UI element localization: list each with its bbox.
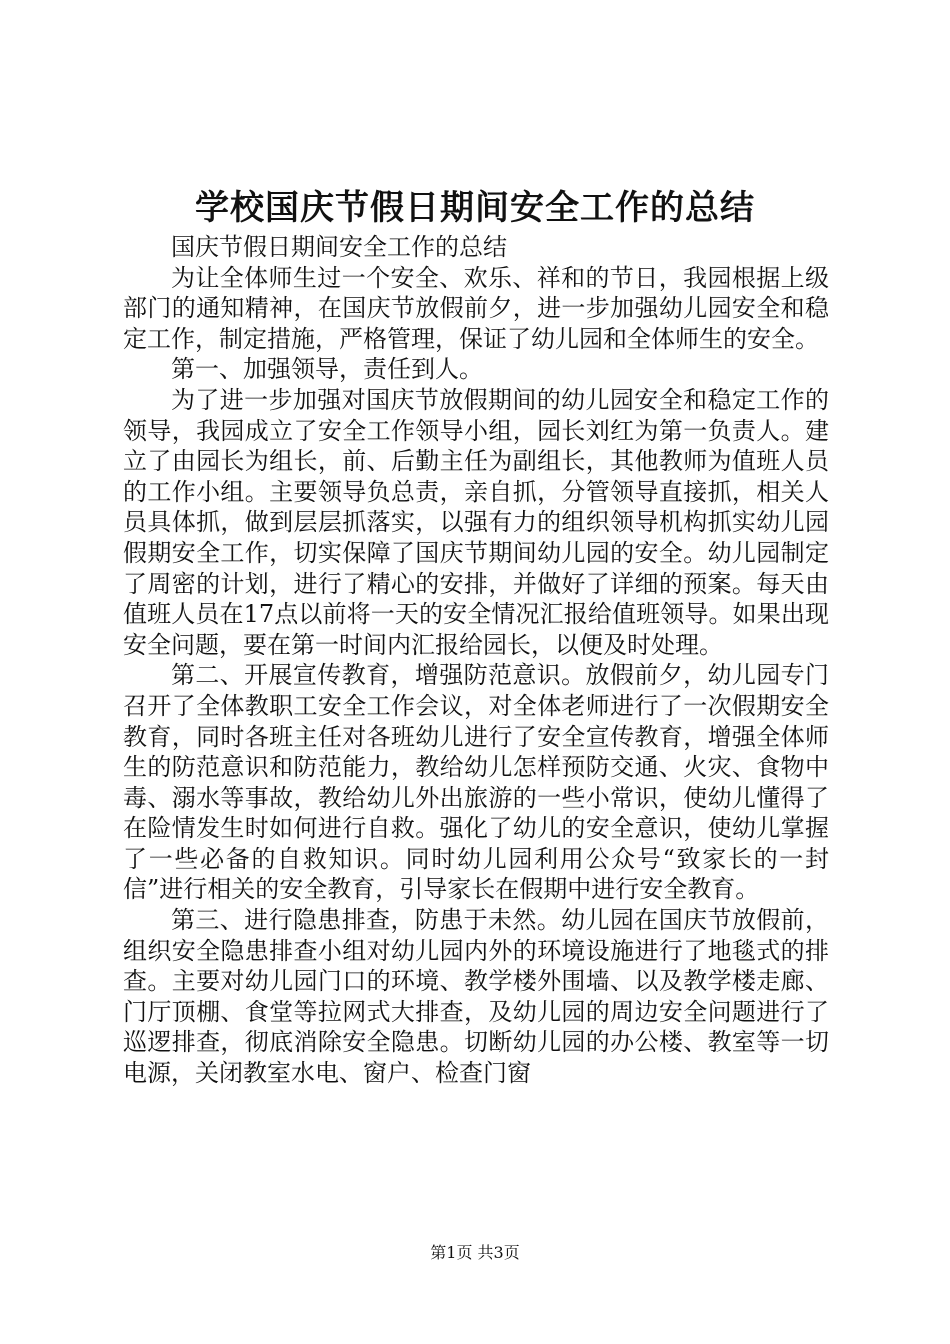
paragraph-subtitle: 国庆节假日期间安全工作的总结: [171, 233, 507, 261]
paragraph-section-1-heading: 第一、加强领导，责任到人。: [171, 355, 483, 384]
document-title: 学校国庆节假日期间安全工作的总结: [195, 188, 755, 228]
paragraph-section-3: 第三、进行隐患排查，防患于未然。幼儿园在国庆节放假前，组织安全隐患排查小组对幼儿园内外的环境设施进行了地毯式的排查。主要对幼儿园门口的环境、教学楼外围墙、以及教学楼走廊、门厅顶棚、食堂等拉网式大排查，及幼儿园的周边安全问题进行了巡逻排查，彻底消除安全隐患。切断幼儿园的办公楼、教室等一切电源，关闭教室水电、窗户、检查门窗: [123, 906, 829, 1088]
paragraph-section-2: 第二、开展宣传教育，增强防范意识。放假前夕，幼儿园专门召开了全体教职工安全工作会议，对全体老师进行了一次假期安全教育，同时各班主任对各班幼儿进行了安全宣传教育，增强全体师生的防范意识和防范能力，教给幼儿怎样预防交通、火灾、食物中毒、溺水等事故，教给幼儿外出旅游的一些小常识，使幼儿懂得了在险情发生时如何进行自救。强化了幼儿的安全意识，使幼儿掌握了一些必备的自救知识。同时幼儿园利用公众号“致家长的一封信”进行相关的安全教育，引导家长在假期中进行安全教育。: [123, 661, 829, 904]
document-body: [123, 232, 829, 1089]
page-number-footer: 第1页 共3页: [430, 1243, 520, 1262]
paragraph-section-1-body: 为了进一步加强对国庆节放假期间的幼儿园安全和稳定工作的领导，我园成立了安全工作领导小组，园长刘红为第一负责人。建立了由园长为组长，前、后勤主任为副组长，其他教师为值班人员的工作小组。主要领导负总责，亲自抓，分管领导直接抓，相关人员具体抓，做到层层抓落实，以强有力的组织领导机构抓实幼儿园假期安全工作，切实保障了国庆节期间幼儿园的安全。幼儿园制定了周密的计划，进行了精心的安排，并做好了详细的预案。每天由值班人员在17点以前将一天的安全情况汇报给值班领导。如果出现安全问题，要在第一时间内汇报给园长，以便及时处理。: [123, 385, 829, 659]
paragraph-intro: 为让全体师生过一个安全、欢乐、祥和的节日，我园根据上级部门的通知精神，在国庆节放假前夕，进一步加强幼儿园安全和稳定工作，制定措施，严格管理，保证了幼儿园和全体师生的安全。: [123, 263, 829, 353]
